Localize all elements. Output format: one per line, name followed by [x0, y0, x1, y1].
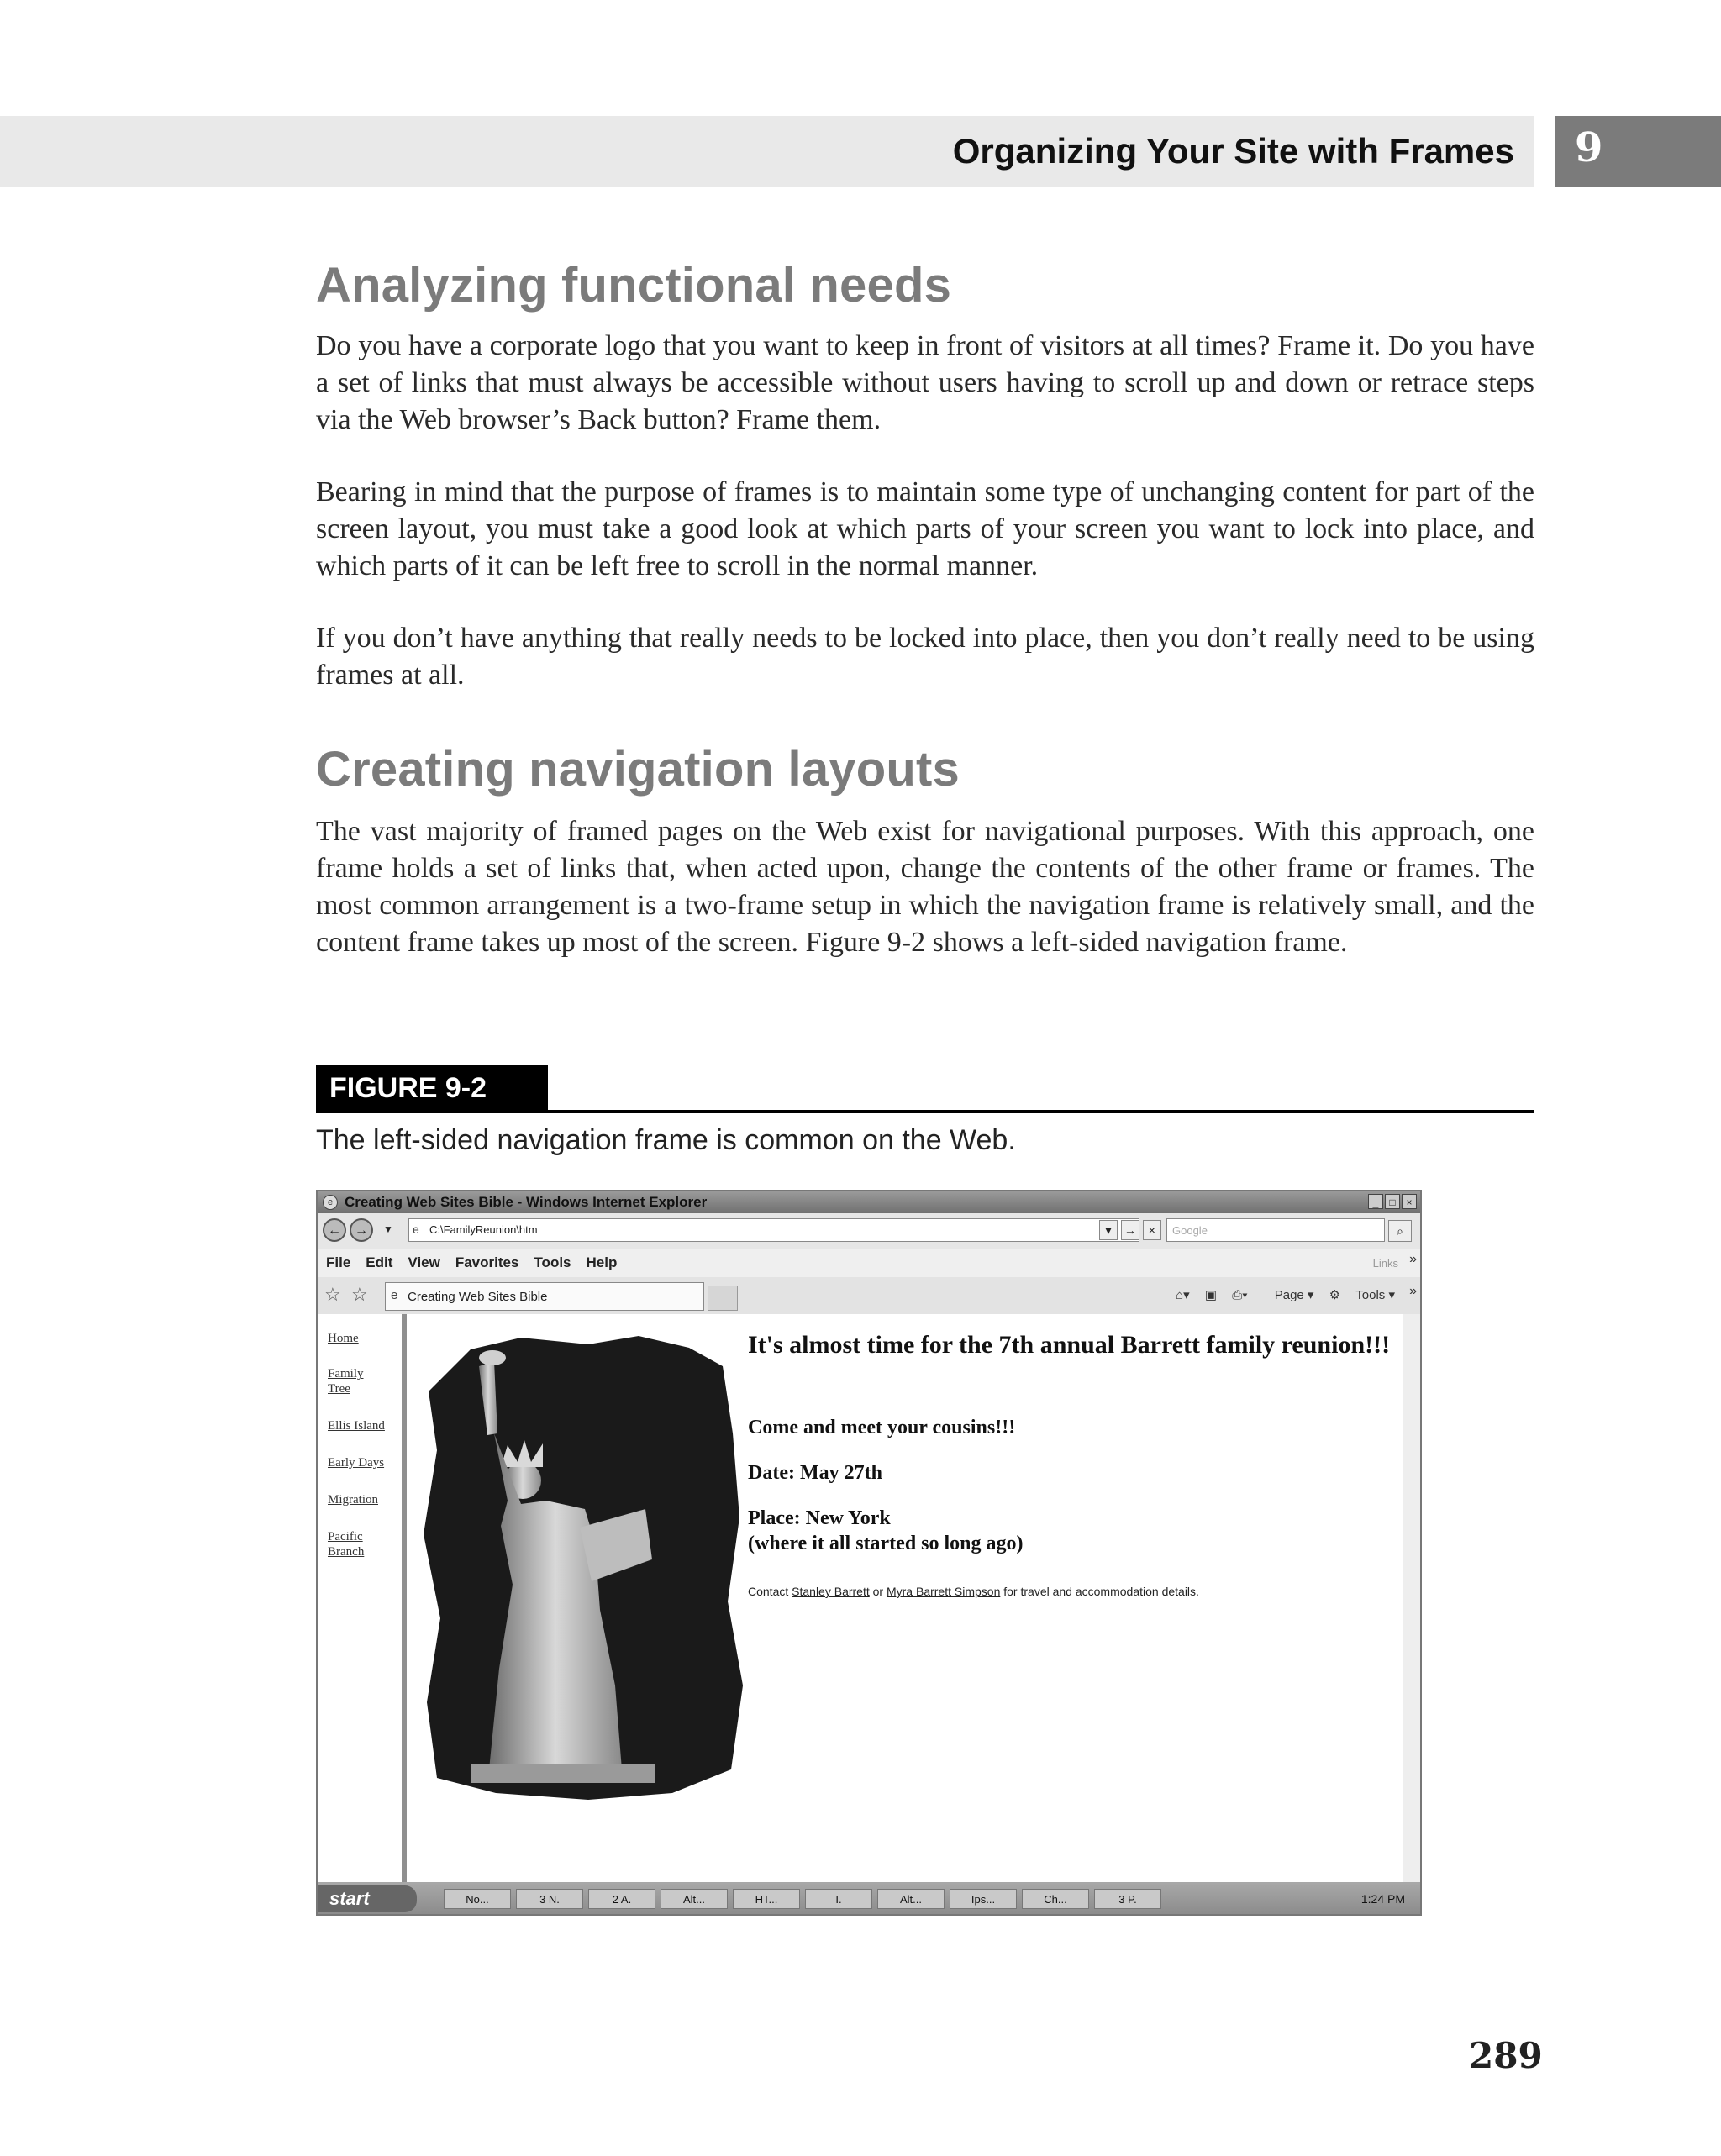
- taskbar-clock: 1:24 PM: [1360, 1892, 1405, 1906]
- minimize-icon[interactable]: _: [1368, 1194, 1383, 1209]
- taskbar-item[interactable]: Ch...: [1022, 1889, 1089, 1909]
- nav-link-ellis-island[interactable]: Ellis Island: [328, 1419, 385, 1433]
- forward-arrow-icon[interactable]: →: [350, 1218, 373, 1242]
- menu-favorites[interactable]: Favorites: [455, 1254, 519, 1270]
- reunion-headline: It's almost time for the 7th annual Barrett family reunion!!!: [748, 1331, 1391, 1359]
- favorites-star-icon[interactable]: ☆: [324, 1284, 341, 1305]
- chevron-right-icon[interactable]: »: [1409, 1252, 1417, 1266]
- menu-help[interactable]: Help: [586, 1254, 618, 1270]
- contact-suffix: for travel and accommodation details.: [1000, 1585, 1199, 1598]
- feeds-icon[interactable]: ▣: [1204, 1288, 1218, 1302]
- section-analyzing: [316, 257, 1534, 313]
- go-arrow-icon[interactable]: →: [1121, 1220, 1139, 1240]
- page-menu-label: Page: [1274, 1288, 1304, 1302]
- menu-file[interactable]: File: [326, 1254, 351, 1270]
- contact-prefix: Contact: [748, 1585, 792, 1598]
- taskbar-item[interactable]: 3 P.: [1094, 1889, 1161, 1909]
- paragraph: If you don’t have anything that really needs to be locked into place, then you don’t really need to be using frames at all.: [316, 623, 1534, 691]
- contact-or: or: [869, 1585, 887, 1598]
- window-titlebar: [318, 1191, 1420, 1213]
- taskbar-item[interactable]: Alt...: [877, 1889, 945, 1909]
- reunion-date: Date: May 27th: [748, 1462, 882, 1484]
- taskbar-item[interactable]: 2 A.: [588, 1889, 655, 1909]
- statue-of-liberty-image: [420, 1333, 748, 1803]
- page-number: 289: [1469, 2035, 1543, 2076]
- nav-link-family-tree[interactable]: Family Tree: [328, 1367, 364, 1396]
- close-icon[interactable]: ×: [1402, 1194, 1417, 1209]
- menu-view[interactable]: View: [408, 1254, 440, 1270]
- tab-creating-web-sites[interactable]: [385, 1282, 704, 1311]
- content-frame: [407, 1314, 1407, 1882]
- section-analyzing-body-2: [316, 474, 1534, 585]
- window-controls: [1366, 1194, 1417, 1210]
- maximize-icon[interactable]: □: [1385, 1194, 1400, 1209]
- content-scrollbar[interactable]: [1403, 1314, 1420, 1882]
- chapter-number: 9: [1575, 124, 1603, 171]
- page-icon: e: [413, 1223, 419, 1236]
- address-buttons: [1099, 1220, 1161, 1240]
- taskbar-item[interactable]: 3 N.: [516, 1889, 583, 1909]
- reunion-place-note: (where it all started so long ago): [748, 1533, 1024, 1554]
- new-tab-button[interactable]: [708, 1286, 738, 1311]
- nav-link-migration[interactable]: Migration: [328, 1493, 378, 1507]
- nav-link-pacific-branch[interactable]: Pacific Branch: [328, 1530, 365, 1559]
- reunion-line-cousins: Come and meet your cousins!!!: [748, 1417, 1016, 1438]
- history-dropdown-icon[interactable]: ▼: [383, 1223, 393, 1235]
- running-header: [0, 116, 1534, 187]
- browser-screenshot: [316, 1190, 1422, 1916]
- section-navigation: [316, 741, 1534, 797]
- section-heading: Creating navigation layouts: [316, 742, 960, 797]
- tools-menu[interactable]: ⚙ Tools ▾: [1329, 1288, 1395, 1302]
- menu-tools[interactable]: Tools: [534, 1254, 571, 1270]
- paragraph: The vast majority of framed pages on the Web exist for navigational purposes. With this approach, one frame holds a set of links that, when acted upon, change the contents of the other frame or frames. The most common arrangement is a two-frame setup in which the navigation frame is relatively small, and the content frame takes up most of the screen. Figure 9-2 shows a left-sided navigation frame.: [316, 816, 1534, 958]
- window-title: Creating Web Sites Bible - Windows Internet Explorer: [345, 1194, 708, 1210]
- ie-icon: e: [323, 1195, 338, 1210]
- taskbar-item[interactable]: I.: [805, 1889, 872, 1909]
- figure-label: [316, 1065, 548, 1112]
- paragraph: Do you have a corporate logo that you want to keep in front of visitors at all times? Frame it. Do you have a set of links that must always be accessible without users having to scroll up and down or retrace steps via the Web browser’s Back button? Frame them.: [316, 330, 1534, 435]
- taskbar-item[interactable]: Alt...: [661, 1889, 728, 1909]
- chevron-right-icon[interactable]: »: [1409, 1284, 1417, 1298]
- contact-link-myra[interactable]: Myra Barrett Simpson: [886, 1585, 1001, 1598]
- search-box[interactable]: [1166, 1218, 1385, 1242]
- tools-menu-label: Tools: [1355, 1288, 1386, 1302]
- page-icon: e: [391, 1288, 398, 1302]
- links-label[interactable]: Links: [1372, 1257, 1398, 1270]
- contact-link-stanley[interactable]: Stanley Barrett: [792, 1585, 870, 1598]
- section-analyzing-body: [316, 328, 1534, 439]
- search-placeholder: Google: [1172, 1224, 1208, 1237]
- navigation-frame: [318, 1314, 407, 1882]
- start-button[interactable]: start: [318, 1885, 417, 1912]
- section-navigation-body: [316, 813, 1534, 961]
- address-text: C:\FamilyReunion\htm: [429, 1223, 538, 1236]
- figure-caption: The left-sided navigation frame is common on the Web.: [316, 1124, 1016, 1156]
- page-menu[interactable]: Page ▾: [1274, 1288, 1314, 1302]
- nav-link-early-days[interactable]: Early Days: [328, 1456, 385, 1470]
- print-icon[interactable]: ⎙▾: [1232, 1288, 1248, 1302]
- address-bar[interactable]: [408, 1218, 1139, 1242]
- windows-taskbar: [318, 1882, 1420, 1916]
- menu-edit[interactable]: Edit: [366, 1254, 393, 1270]
- taskbar-items: [444, 1889, 1166, 1909]
- address-row: [318, 1213, 1420, 1249]
- command-bar: [1164, 1287, 1395, 1302]
- add-favorite-icon[interactable]: ☆: [351, 1284, 368, 1305]
- home-icon[interactable]: ⌂▾: [1176, 1288, 1190, 1302]
- stop-icon[interactable]: ×: [1143, 1220, 1161, 1240]
- section-heading: Analyzing functional needs: [316, 258, 952, 313]
- figure-label-text: FIGURE 9-2: [329, 1072, 487, 1104]
- taskbar-item[interactable]: Ips...: [950, 1889, 1017, 1909]
- figure-rule: [316, 1110, 1534, 1113]
- taskbar-item[interactable]: No...: [444, 1889, 511, 1909]
- address-dropdown-icon[interactable]: ▾: [1099, 1220, 1118, 1240]
- menu-bar: [318, 1249, 1420, 1278]
- back-arrow-icon[interactable]: ←: [323, 1218, 346, 1242]
- section-analyzing-body-3: [316, 620, 1534, 694]
- nav-link-home[interactable]: Home: [328, 1332, 359, 1345]
- tab-title: Creating Web Sites Bible: [408, 1290, 548, 1304]
- contact-line: [748, 1585, 1199, 1598]
- tab-row: [318, 1277, 1420, 1316]
- chapter-tab: [1555, 116, 1721, 187]
- paragraph: Bearing in mind that the purpose of frames is to maintain some type of unchanging content for part of the screen layout, you must take a good look at which parts of your screen you want to lock into place, and which parts of it can be left free to scroll in the normal manner.: [316, 476, 1534, 581]
- taskbar-item[interactable]: HT...: [733, 1889, 800, 1909]
- search-icon[interactable]: ⌕: [1388, 1220, 1412, 1242]
- running-header-title: Organizing Your Site with Frames: [952, 131, 1514, 171]
- reunion-place: Place: New York: [748, 1507, 891, 1529]
